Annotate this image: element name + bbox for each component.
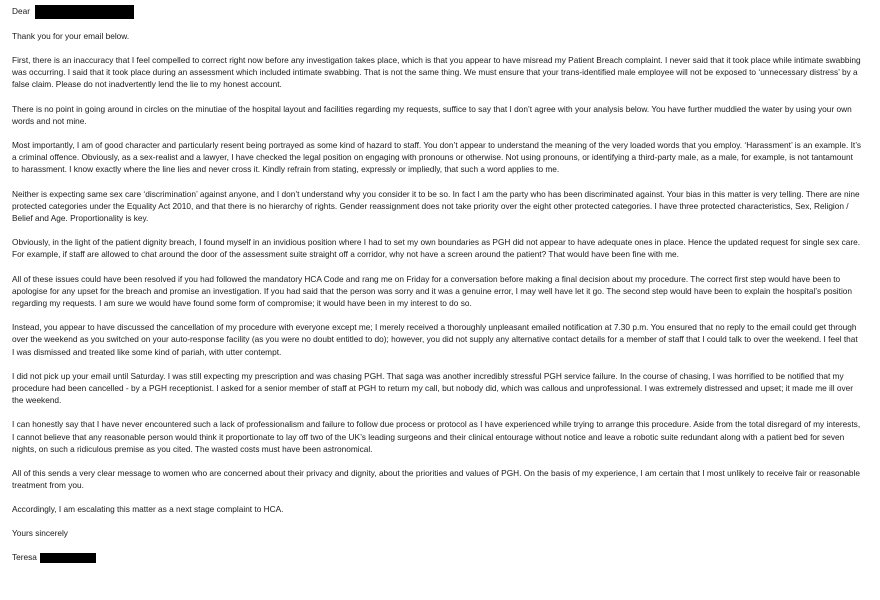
paragraph-hospital-layout: There is no point in going around in circles on the minutiae of the hospital layout and facilities regarding my requests, suffice to say that I don’t agree with your analysis below. You have further muddied the water by using your own words and not mine.: [12, 103, 852, 126]
paragraph-inaccuracy: First, there is an inaccuracy that I feel compelled to correct right now before any investigation takes place, which is that you appear to have misread my Patient Breach complaint. I never said that it took place while intimate swabbing was occurring. I said that it took place during an assessment which included intimate swabbing. That is not the same thing. We must ensure that your trans-identified male employee will not be exposed to ‘unnecessary distress’ by a false claim. Please do not inadvertently lend the lie to my honest account.: [12, 55, 861, 90]
paragraph-cancellation: Instead, you appear to have discussed the cancellation of my procedure with everyone except me; I merely received a thoroughly unpleasant emailed notification at 7.30 p.m. You ensured that no reply to the email could get through over the weekend as you switched on your auto-response facility (as you were no doubt entitled to do); however, you did not supply any alternative contact details for a member of staff that I could talk to over the weekend. I feel that I was dismissed and treated like some kind of pariah, with utter contempt.: [12, 322, 858, 357]
paragraph-message: All of this sends a very clear message to women who are concerned about their privacy and dignity, about the priorities and values of PGH. On the basis of my experience, I am certain that I most unlikely to receive fair or reasonable treatment from you.: [12, 468, 860, 491]
paragraph-thanks: Thank you for your email below.: [12, 31, 130, 41]
paragraph-professionalism: I can honestly say that I have never encountered such a lack of professionalism and failure to follow due process or protocol as I have experienced while trying to arrange this procedure. Aside from the total disregard of my interests, I cannot believe that any reasonable person would think it proportionate to lay off two of the UK’s leading surgeons and their clinical entourage without notice and leave a robotic suite redundant along with a patient bed for seven nights, on such a ridiculous premise as you cited. The wasted costs must have been astronomical.: [12, 419, 861, 454]
paragraph-saturday: I did not pick up your email until Saturday. I was still expecting my prescription and was chasing PGH. That saga was another incredibly stressful PGH service failure. In the course of chasing, I was horrified to be notified that my procedure had been cancelled - by a PGH receptionist. I asked for a senior member of staff at PGH to return my call, but nobody did, which was callous and unprofessional. I was extremely distressed and upset; it made me ill over the weekend.: [12, 370, 854, 406]
paragraph-discrimination: Neither is expecting same sex care ‘discrimination’ against anyone, and I don’t understand why you consider it to be so. In fact I am the party who has been discriminated against. Your bias in this matter is very telling. There are nine protected categories under the Equality Act 2010, and that there is no hierarchy of rights. Gender reassignment does not take priority over the eight other protected categories. I have three protected characteristics, Sex, Religion / Belief and Age. Proportionality is key.: [12, 188, 860, 224]
signature: Teresa: [12, 551, 862, 563]
redacted-surname: [40, 553, 96, 563]
letter-body: [12, 5, 862, 563]
redacted-recipient-name: [35, 5, 134, 19]
paragraph-character: Most importantly, I am of good character and particularly resent being portrayed as some kind of hazard to staff. You don’t appear to understand the meaning of the very loaded words that you employ. ‘Harassment’ is an example. It’s a criminal offence. Obviously, as a sex-realist and a lawyer, I have checked the legal position on engaging with pronouns or otherwise. Not using pronouns, or identifying a third-party male, as a male, for example, is not tantamount to harassment. I know exactly where the line lies and never cross it. Kindly refrain from stating, expressly or impliedly, that such a word applies to me.: [12, 140, 862, 175]
closing: Yours sincerely: [12, 528, 68, 539]
paragraph-dignity-breach: Obviously, in the light of the patient dignity breach, I found myself in an invidious position where I had to set my own boundaries as PGH did not appear to have adequate ones in place. Hence the updated request for single sex care. For example, if staff are allowed to chat around the door of the assessment suite straight off a corridor, why not have a screen around the patient? That would have been fine with me.: [12, 237, 861, 260]
salutation: Dear: [12, 5, 862, 19]
paragraph-escalation: Accordingly, I am escalating this matter as a next stage complaint to HCA.: [12, 504, 284, 515]
paragraph-hca-code: All of these issues could have been resolved if you had followed the mandatory HCA Code and rang me on Friday for a conversation before making a final decision about my procedure. The correct first step would have been to apologise for any upset for the breach and promise an investigation. If you had said that the person was sorry and it was a genuine error, I may well have let it go. The second step would have been to explain the hospital’s position regarding my requests. I am sure we would have found some form of compromise; it would have been in my interest to do so.: [12, 273, 853, 309]
